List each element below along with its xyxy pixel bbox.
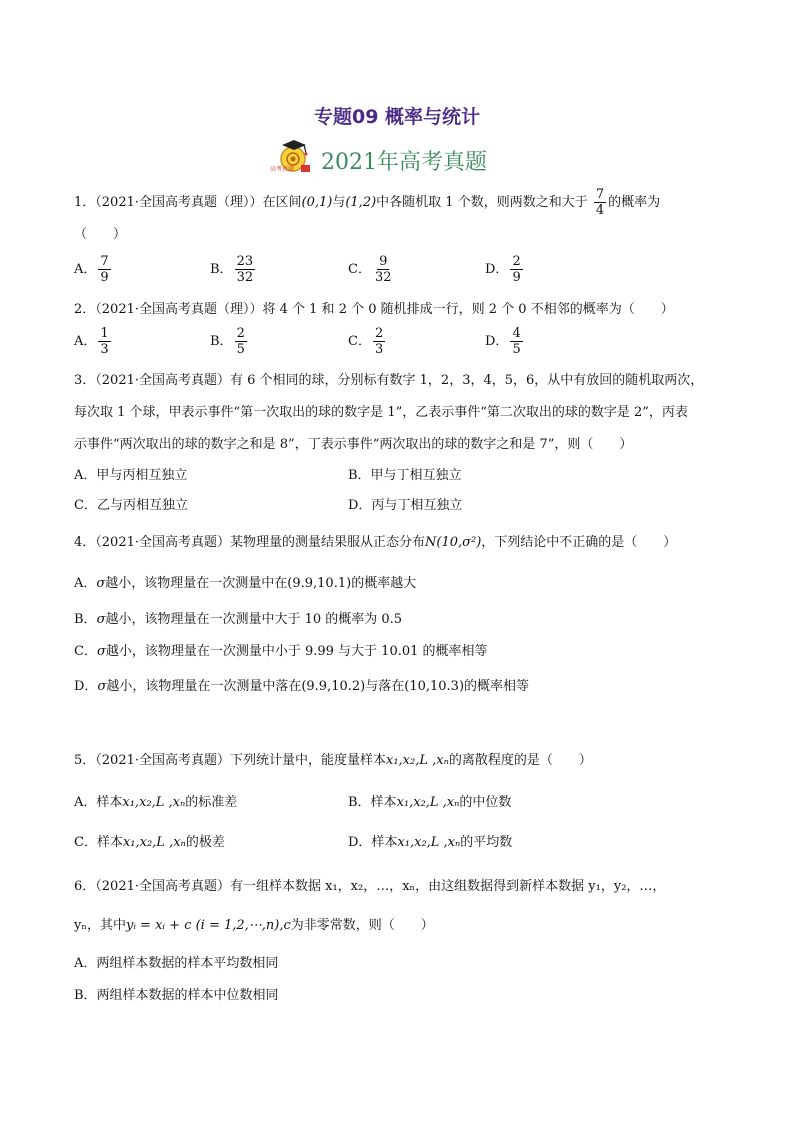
question-1-option-a: A． $\frac{7}{9}$ bbox=[74, 254, 109, 285]
question-3-option-a: A．甲与丙相互独立 bbox=[74, 468, 188, 483]
question-2-option-d: D． $\frac{4}{5}$ bbox=[485, 326, 521, 357]
question-2-option-a: A． $\frac{1}{3}$ bbox=[74, 326, 109, 357]
question-4-option-b: B．σ越小，该物理量在一次测量中大于 10 的概率为 0.5 bbox=[74, 612, 403, 627]
question-2-option-b: B． $\frac{2}{5}$ bbox=[210, 326, 245, 357]
question-1-stem: 1．（2021·全国高考真题（理））在区间(0,1)与(1,2)中各随机取 1 个数，则两数之和大于 $\frac{7}{4}$ 的概率为 bbox=[74, 187, 661, 218]
question-6-line-2: yₙ，其中yᵢ = xᵢ + c (i = 1,2,⋯,n),c为非零常数，则（ ） bbox=[74, 918, 434, 933]
question-3-line-1: 3．（2021·全国高考真题）有 6 个相同的球，分别标有数字 1，2，3，4，5，6，从中有放回的随机取两次， bbox=[74, 373, 704, 388]
question-4-stem: 4．（2021·全国高考真题）某物理量的测量结果服从正态分布N(10,σ²)，下列结论中不正确的是（ ） bbox=[74, 535, 677, 550]
question-5-stem: 5．（2021·全国高考真题）下列统计量中，能度量样本x₁,x₂,L ,xₙ的离散程度的是（ ） bbox=[74, 753, 592, 768]
question-6-option-b: B．两组样本数据的样本中位数相同 bbox=[74, 988, 279, 1003]
question-3-line-2: 每次取 1 个球，甲表示事件“第一次取出的球的数字是 1”，乙表示事件“第二次取出的球的数字是 2”，丙表 bbox=[74, 405, 688, 420]
question-1-option-b: B． $\frac{23}{32}$ bbox=[210, 254, 254, 285]
question-2-option-c: C． $\frac{2}{3}$ bbox=[348, 326, 384, 357]
question-4-option-d: D．σ越小，该物理量在一次测量中落在(9.9,10.2)与落在(10,10.3)的概率相等 bbox=[74, 679, 530, 694]
question-5-option-c: C．样本x₁,x₂,L ,xₙ的极差 bbox=[74, 835, 225, 850]
question-4-option-a: A．σ越小，该物理量在一次测量中在(9.9,10.1)的概率越大 bbox=[74, 576, 417, 591]
question-5-option-b: B．样本x₁,x₂,L ,xₙ的中位数 bbox=[348, 795, 512, 810]
question-4-option-c: C．σ越小，该物理量在一次测量中小于 9.99 与大于 10.01 的概率相等 bbox=[74, 644, 488, 659]
page-title: 专题09 概率与统计 bbox=[313, 106, 481, 128]
question-1-paren: （ ） bbox=[74, 227, 127, 242]
question-5-option-a: A．样本x₁,x₂,L ,xₙ的标准差 bbox=[74, 795, 238, 810]
question-3-line-3: 示事件“两次取出的球的数字之和是 8”，丁表示事件“两次取出的球的数字之和是 7”，则（ ） bbox=[74, 437, 633, 452]
question-2-stem: 2．（2021·全国高考真题（理））将 4 个 1 和 2 个 0 随机排成一行，则 2 个 0 不相邻的概率为（ ） bbox=[74, 302, 674, 317]
question-3-option-b: B．甲与丁相互独立 bbox=[348, 468, 462, 483]
question-3-option-d: D．丙与丁相互独立 bbox=[348, 498, 463, 513]
question-6-line-1: 6．（2021·全国高考真题）有一组样本数据 x₁，x₂，…，xₙ，由这组数据得到新样本数据 y₁，y₂，…， bbox=[74, 879, 666, 894]
fraction-7-4: $\frac{7}{4}$ bbox=[595, 187, 605, 218]
question-5-option-d: D．样本x₁,x₂,L ,xₙ的平均数 bbox=[348, 835, 513, 850]
question-1-option-c: C． $\frac{9}{32}$ bbox=[348, 254, 392, 285]
question-3-option-c: C．乙与丙相互独立 bbox=[74, 498, 188, 513]
page-subtitle: 2021年高考真题 bbox=[321, 150, 487, 175]
question-6-option-a: A．两组样本数据的样本平均数相同 bbox=[74, 956, 279, 971]
logo-text: 高考真题 bbox=[270, 166, 295, 173]
scholar-cartoon-logo-icon bbox=[268, 137, 314, 175]
question-1-option-d: D． $\frac{2}{9}$ bbox=[485, 254, 521, 285]
